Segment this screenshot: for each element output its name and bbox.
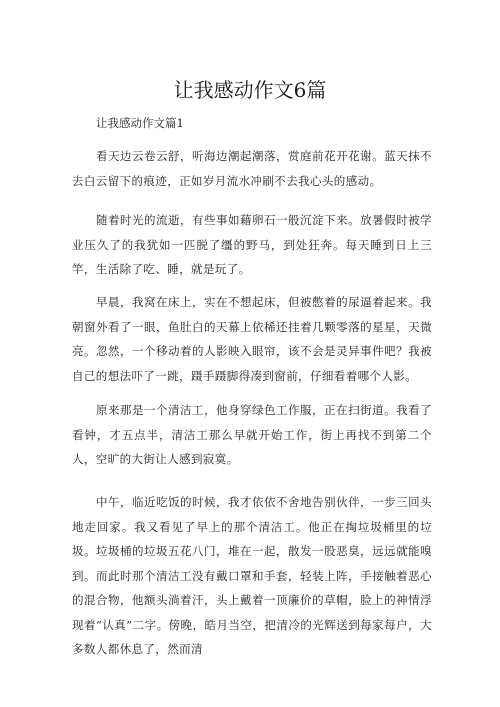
paragraph-1: 看天边云卷云舒，听海边潮起潮落，赏庭前花开花谢。蓝天抹不去白云留下的痕迹，正如岁月流水冲刷不去我心头的感动。 [72,149,432,188]
paragraph-3: 早晨，我窝在床上，实在不想起床，但被憋着的尿逼着起来。我朝窗外看了一眼，鱼肚白的天幕上依稀还挂着几颗零落的星星，天微亮。忽然，一个移动着的人影映入眼帘，该不会是灵异事件吧？我被自己的想法吓了一跳，蹑手蹑脚得凑到窗前，仔细看着哪个人影。 [72,295,432,383]
section-heading: 让我感动作文篇1 [96,116,184,130]
paragraph-4: 原来那是一个清洁工，他身穿绿色工作服，正在扫街道。我看了看钟，才五点半，清洁工那么早就开始工作，街上再找不到第二个人，空旷的大街让人感到寂寞。 [72,403,432,466]
paragraph-5: 中午，临近吃饭的时候，我才依依不舍地告别伙伴，一步三回头地走回家。我又看见了早上的那个清洁工。他正在掏垃圾桶里的垃圾。垃圾桶的垃圾五花八门，堆在一起，散发一股恶臭，远远就能嗅到。而此时那个清洁工没有戴口罩和手套，轻装上阵，手接触着恶心的混合物，他额头淌着汗，头上戴着一顶廉价的草帽，脸上的神情浮现着“认真”二字。傍晚，皓月当空，把清冷的光辉送到每家每户，大多数人都休息了，然而清 [72,495,432,656]
paragraph-2: 随着时光的流逝，有些事如藉卵石一般沉淀下来。放暑假时被学业压久了的我犹如一匹脱了缰的野马，到处狂奔。每天睡到日上三竿，生活除了吃、睡，就是玩了。 [72,213,432,276]
document-title: 让我感动作文6篇 [173,78,327,102]
